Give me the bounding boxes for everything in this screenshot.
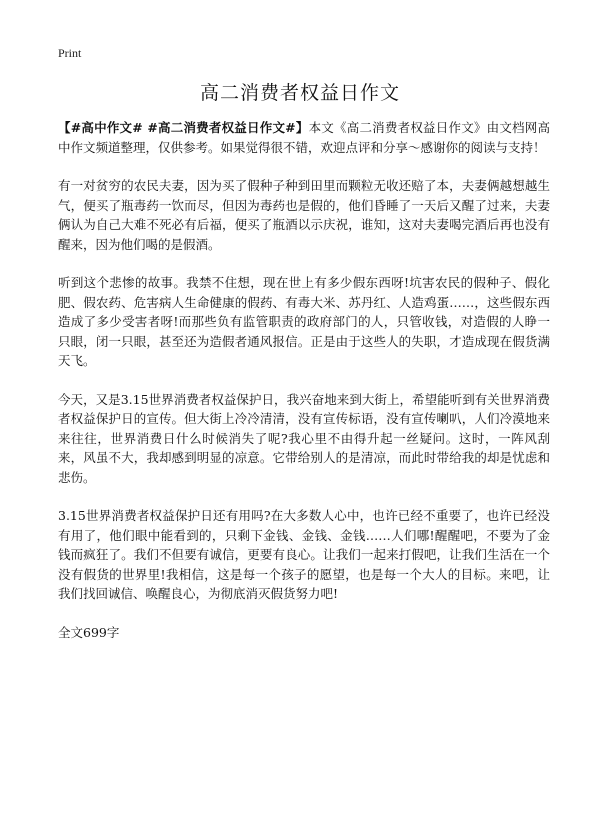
intro-tags: 【#高中作文# #高二消费者权益日作文#】 (58, 120, 309, 135)
body-paragraph-2: 听到这个悲惨的故事。我禁不住想，现在世上有多少假东西呀!坑害农民的假种子、假化肥、假农药、危害病人生命健康的假药、有毒大米、苏丹红、人造鸡蛋……，这些假东西造成了多少受害者呀!而那些负有监管职责的政府部门的人，只管收钱，对造假的人睁一只眼，闭一只眼，甚至还为造假者通风报信。正是由于这些人的失职，才造成现在假货满天飞。 (58, 275, 550, 368)
intro-text: 本文《高二消费者权益日作文》由文档网高中作文频道整理，仅供参考。如果觉得很不错，欢迎点评和分享～感谢你的阅读与支持！ (58, 120, 550, 155)
body-paragraph-4: 3.15世界消费者权益保护日还有用吗?在大多数人心中，也许已经不重要了，也许已经没有用了，他们眼中能看到的，只剩下金钱、金钱、金钱……人们哪!醒醒吧，不要为了金钱而疯狂了。我们不但要有诚信，更要有良心。让我们一起来打假吧，让我们生活在一个没有假货的世界里!我相信，这是每一个孩子的愿望，也是每一个大人的目标。来吧，让我们找回诚信、唤醒良心，为彻底消灭假货努力吧! (58, 508, 550, 601)
article-body (58, 118, 550, 642)
page-title: 高二消费者权益日作文 (199, 82, 400, 104)
body-paragraph-3: 今天，又是3.15世界消费者权益保护日，我兴奋地来到大街上，希望能听到有关世界消费者权益保护日的宣传。但大街上冷冷清清，没有宣传标语，没有宣传喇叭，人们冷漠地来来往往，世界消费日什么时候消失了呢?我心里不由得升起一丝疑问。这时，一阵风刮来，风虽不大，我却感到明显的凉意。它带给别人的是清凉，而此时带给我的却是忧虑和悲伤。 (58, 391, 550, 485)
print-label: Print (58, 46, 82, 60)
intro-paragraph (58, 118, 550, 157)
body-paragraph-1: 有一对贫穷的农民夫妻，因为买了假种子种到田里而颗粒无收还赔了本，夫妻俩越想越生气，便买了瓶毒药一饮而尽，但因为毒药也是假的，他们昏睡了一天后又醒了过来，夫妻俩认为自己大难不死必有后福，便买了瓶酒以示庆祝，谁知，这对夫妻喝完酒后再也没有醒来，因为他们喝的是假酒。 (58, 178, 550, 252)
word-count: 全文699字 (58, 624, 120, 640)
